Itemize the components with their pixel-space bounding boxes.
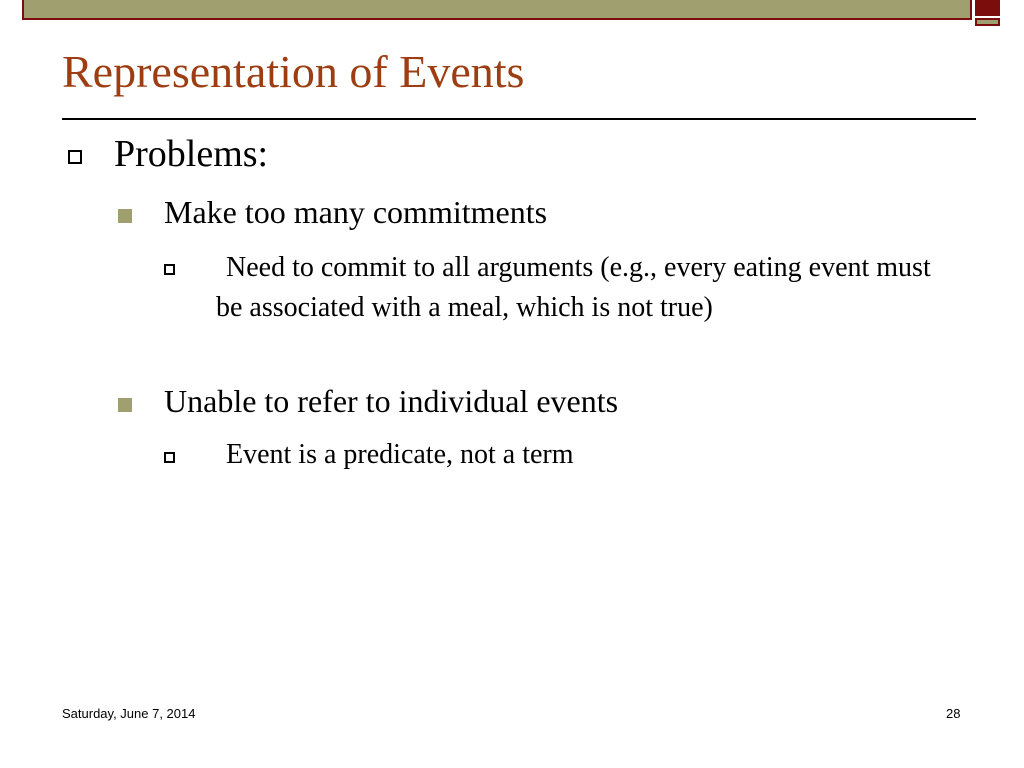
header-corner-block	[975, 0, 1000, 16]
solid-square-bullet-icon	[118, 209, 132, 223]
bullet-problems: Problems:	[114, 133, 269, 175]
header-band	[22, 0, 972, 20]
solid-square-bullet-icon	[118, 398, 132, 412]
footer-date: Saturday, June 7, 2014	[62, 706, 196, 721]
bullet-too-many-commitments: Make too many commitments	[164, 194, 548, 230]
bullet-individual-detail: Event is a predicate, not a term	[226, 439, 574, 470]
page-number: 28	[946, 706, 961, 721]
hollow-square-bullet-icon	[164, 452, 175, 463]
title-divider	[62, 118, 976, 120]
hollow-square-bullet-icon	[68, 150, 82, 164]
slide-title: Representation of Events	[62, 46, 525, 97]
bullet-commit-detail: Need to commit to all arguments (e.g., every eating event must be associated with a meal, which is not true)	[216, 252, 931, 323]
header-corner-accent	[975, 18, 1000, 26]
bullet-individual-events: Unable to refer to individual events	[164, 383, 619, 419]
hollow-square-bullet-icon	[164, 264, 175, 275]
